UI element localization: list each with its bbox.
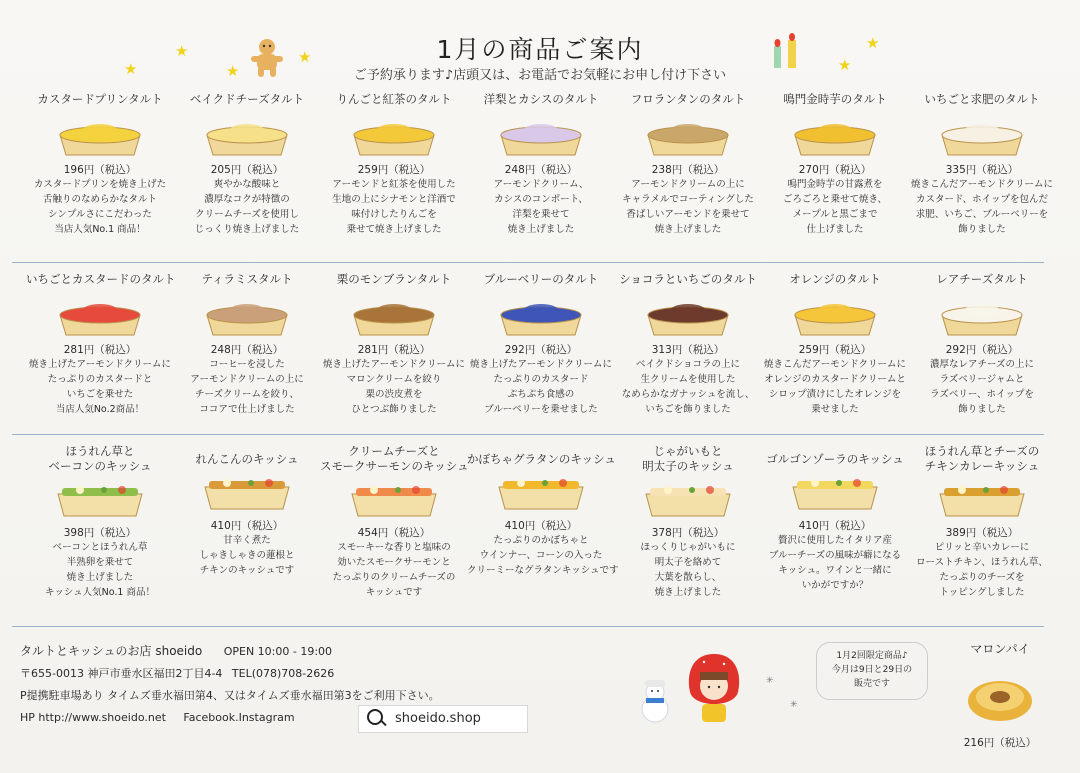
- blueberry-image: [495, 293, 587, 337]
- item-description-line: 栗の渋皮煮を: [365, 389, 423, 400]
- item-price: 378円（税込）: [651, 527, 725, 539]
- item-description-line: 求肥、いちご、ブルーベリーを: [915, 209, 1049, 220]
- item-description-line: ひとつぶ飾りました: [351, 404, 437, 415]
- rare-image: [936, 293, 1028, 337]
- item-name: [173, 92, 321, 107]
- item-description-line: チーズクリームを絞り、: [194, 389, 300, 400]
- item-description-line: いちごを乗せた: [66, 389, 134, 400]
- pear-image: [495, 113, 587, 157]
- menu-item: [614, 92, 762, 237]
- mentai-image: [642, 480, 734, 520]
- item-name-line: ベイクドチーズタルト: [189, 92, 305, 106]
- item-description-line: キッシュ人気No.1 商品！: [45, 587, 155, 598]
- item-description-line: ブルーベリーを乗せました: [484, 404, 598, 415]
- item-description-line: キッシュです: [365, 587, 423, 598]
- item-price: 292円（税込）: [504, 344, 578, 356]
- ichigo-custard-image: [54, 293, 146, 337]
- item-description-line: たっぷりのカスタード: [493, 374, 589, 385]
- item-description-line: ブルーチーズの風味が癖になる: [768, 550, 902, 561]
- menu-item: [761, 92, 909, 237]
- candle-icon: [770, 32, 804, 72]
- item-name-line: オレンジのタルト: [789, 272, 881, 286]
- item-description-line: クリームチーズを使用し: [195, 209, 299, 220]
- item-description-line: 効いたスモークサーモンと: [337, 557, 451, 568]
- item-name-line: レアチーズタルト: [936, 272, 1028, 286]
- search-text: shoeido.shop: [395, 711, 481, 726]
- montblanc-image: [348, 293, 440, 337]
- item-description-line: 爽やかな酸味と: [213, 179, 281, 190]
- strawberry-girl-icon: [684, 652, 744, 728]
- menu-item: [320, 272, 468, 417]
- item-price: 389円（税込）: [945, 527, 1019, 539]
- menu-item: [467, 92, 615, 237]
- item-name: [173, 444, 321, 467]
- gorgon-image: [789, 473, 881, 513]
- item-description-line: 焼きこんだアーモンドクリームに: [910, 179, 1054, 190]
- florentin-image: [642, 113, 734, 157]
- item-price: 410円（税込）: [210, 520, 284, 532]
- item-description-line: たっぷりのカスタードと: [47, 374, 153, 385]
- menu-item: [173, 444, 321, 578]
- item-description-line: 飾りました: [958, 404, 1006, 415]
- star-icon: ★: [866, 34, 880, 52]
- item-description-line: 鳴門金時芋の甘露煮を: [787, 179, 883, 190]
- item-description-line: 味付けしたりんごを: [351, 209, 437, 220]
- item-name-line: 明太子のキッシュ: [642, 459, 734, 473]
- parking-info: P提携駐車場あり タイムズ垂水福田第4、又はタイムズ垂水福田第3をご利用下さい。: [20, 689, 440, 702]
- row-divider: [12, 262, 1044, 263]
- item-description-line: マロンクリームを絞り: [346, 374, 442, 385]
- page-subtitle: ご予約承ります♪店頭又は、お電話でお気軽にお申し付け下さい: [353, 68, 727, 83]
- search-icon: [367, 709, 383, 725]
- item-name: [614, 92, 762, 107]
- item-description-line: カシスのコンポート、: [494, 194, 588, 205]
- item-price: 281円（税込）: [63, 344, 137, 356]
- imo-image: [789, 113, 881, 157]
- item-name-line: ベーコンのキッシュ: [48, 459, 152, 473]
- item-price: 248円（税込）: [504, 164, 578, 176]
- item-description-line: トッピングしました: [939, 587, 1025, 598]
- item-name: [761, 92, 909, 107]
- sns-label: Facebook.Instagram: [183, 711, 295, 724]
- item-description-line: 飾りました: [958, 224, 1006, 235]
- menu-item: [320, 92, 468, 237]
- homepage-link[interactable]: HP http://www.shoeido.net: [20, 711, 166, 724]
- item-price: 205円（税込）: [210, 164, 284, 176]
- item-description-line: 焼きこんだアーモンドクリームに: [763, 359, 907, 370]
- search-box[interactable]: [358, 705, 528, 733]
- menu-item: [173, 92, 321, 237]
- item-description-line: いちごを飾りました: [645, 404, 731, 415]
- item-description-line: 濃厚なレアチーズの上に: [929, 359, 1035, 370]
- item-name-line: チキンカレーキッシュ: [924, 459, 1040, 473]
- item-description-line: アーモンドと紅茶を使用した: [332, 179, 456, 190]
- marron-name: マロンパイ: [970, 642, 1030, 656]
- item-name: [761, 444, 909, 467]
- item-name-line: スモークサーモンのキッシュ: [320, 459, 469, 473]
- item-description-line: 洋梨を乗せて: [512, 209, 570, 220]
- sparkle-icon: ✳: [766, 676, 774, 686]
- item-description-line: ベイクドショコラの上に: [635, 359, 741, 370]
- item-name-line: カスタードプリンタルト: [37, 92, 163, 106]
- limited-line: 1月2回限定商品♪: [836, 651, 908, 661]
- kabocha-image: [495, 473, 587, 513]
- item-description-line: 乗せて焼き上げました: [346, 224, 442, 235]
- item-price: 410円（税込）: [798, 520, 872, 532]
- menu-item: [173, 272, 321, 417]
- item-name: [26, 444, 174, 474]
- item-name-line: ティラミスタルト: [201, 272, 293, 286]
- curry-image: [936, 480, 1028, 520]
- star-icon: ★: [124, 60, 138, 78]
- item-name-line: りんごと紅茶のタルト: [336, 92, 452, 106]
- item-name-line: ほうれん草とチーズの: [924, 444, 1040, 458]
- item-description-line: ローストチキン、ほうれん草、: [916, 557, 1048, 568]
- item-name-line: フロランタンのタルト: [630, 92, 746, 106]
- item-description-line: じっくり焼き上げました: [194, 224, 300, 235]
- renkon-image: [201, 473, 293, 513]
- menu-item: [614, 272, 762, 417]
- item-description-line: ココアで仕上げました: [199, 404, 295, 415]
- row-divider: [12, 626, 1044, 627]
- item-description-line: 焼き上げました: [654, 224, 722, 235]
- item-name: [320, 92, 468, 107]
- item-description-line: ウインナー、コーンの入った: [479, 550, 603, 561]
- item-description-line: アーモンドクリームの上に: [190, 374, 304, 385]
- item-price: 335円（税込）: [945, 164, 1019, 176]
- menu-item: [908, 92, 1056, 237]
- item-description-line: 仕上げました: [806, 224, 864, 235]
- quiche-egg-image: [54, 480, 146, 520]
- item-description-line: コーヒーを浸した: [209, 359, 285, 370]
- item-description-line: カスタードプリンを焼き上げた: [33, 179, 167, 190]
- item-name-line: いちごとカスタードのタルト: [26, 272, 176, 286]
- item-description-line: 焼き上げたアーモンドクリームに: [28, 359, 172, 370]
- item-description-line: 当店人気No.1 商品！: [54, 224, 146, 235]
- item-price: 238円（税込）: [651, 164, 725, 176]
- item-description-line: 濃厚なコクが特徴の: [204, 194, 290, 205]
- item-description-line: ほっくりじゃがいもに: [640, 542, 736, 553]
- limited-line: 今月は9日と29日の: [831, 665, 913, 675]
- item-description-line: オレンジのカスタードクリームと: [764, 374, 906, 385]
- salmon-image: [348, 480, 440, 520]
- star-icon: ★: [226, 62, 240, 80]
- item-name: [908, 92, 1056, 107]
- apple-image: [348, 113, 440, 157]
- item-name: [908, 272, 1056, 287]
- shop-address: 〒655-0013 神戸市垂水区福田2丁目4-4: [20, 667, 223, 680]
- item-description-line: 生地の上にシナモンと洋酒で: [332, 194, 456, 205]
- menu-item: [467, 272, 615, 417]
- shop-phone: TEL(078)708-2626: [231, 667, 335, 680]
- chocolat-image: [642, 293, 734, 337]
- item-name: [467, 444, 615, 467]
- gingerbread-icon: [250, 38, 284, 78]
- row-divider: [12, 434, 1044, 435]
- cheese-image: [201, 113, 293, 157]
- item-name: [467, 272, 615, 287]
- item-description-line: 乗せました: [811, 404, 859, 415]
- menu-item: [26, 272, 174, 417]
- item-name: [614, 272, 762, 287]
- item-price: 281円（税込）: [357, 344, 431, 356]
- item-name: [614, 444, 762, 474]
- item-description-line: 焼き上げたアーモンドクリームに: [469, 359, 613, 370]
- opening-hours: OPEN 10:00 - 19:00: [223, 645, 333, 658]
- item-description-line: キッシュ。ワインと一緒に: [778, 565, 892, 576]
- item-description-line: アーモンドクリームの上に: [631, 179, 745, 190]
- limited-line: 販売です: [853, 679, 890, 689]
- item-price: 259円（税込）: [357, 164, 431, 176]
- item-name: [761, 272, 909, 287]
- item-description-line: カスタード、ホイップを包んだ: [916, 194, 1048, 205]
- item-description-line: 焼き上げたアーモンドクリームに: [322, 359, 466, 370]
- item-price: 410円（税込）: [504, 520, 578, 532]
- item-name-line: いちごと求肥のタルト: [924, 92, 1040, 106]
- item-description-line: たっぷりのチーズを: [939, 572, 1025, 583]
- item-description-line: たっぷりのかぼちゃと: [493, 535, 589, 546]
- strawberry-image: [936, 113, 1028, 157]
- item-description-line: 甘辛く煮た: [223, 535, 271, 546]
- item-description-line: 明太子を絡めて: [654, 557, 722, 568]
- menu-item: [614, 444, 762, 600]
- item-name-line: 栗のモンブランタルト: [336, 272, 452, 286]
- item-price: 196円（税込）: [63, 164, 137, 176]
- item-description-line: 大葉を散らし、: [654, 572, 722, 583]
- item-name: [467, 92, 615, 107]
- item-name-line: れんこんのキッシュ: [195, 452, 299, 466]
- item-name-line: クリームチーズと: [348, 444, 440, 458]
- item-description-line: ごろごろと乗せて焼き、: [782, 194, 888, 205]
- star-icon: ★: [838, 56, 852, 74]
- item-name-line: じゃがいもと: [653, 444, 723, 458]
- menu-item: [761, 272, 909, 417]
- item-description-line: 香ばしいアーモンドを乗せて: [626, 209, 750, 220]
- item-description-line: メープルと黒ごまで: [792, 209, 878, 220]
- menu-item: [320, 444, 468, 600]
- item-description-line: スモーキーな香りと塩味の: [337, 542, 451, 553]
- item-price: 248円（税込）: [210, 344, 284, 356]
- item-description-line: 贅沢に使用したイタリア産: [777, 535, 892, 546]
- item-name: [320, 444, 468, 474]
- item-description-line: ベーコンとほうれん草: [52, 542, 148, 553]
- item-price: 398円（税込）: [63, 527, 137, 539]
- menu-item: [467, 444, 619, 578]
- item-name-line: ブルーベリーのタルト: [483, 272, 599, 286]
- item-name: [173, 272, 321, 287]
- item-description-line: 焼き上げました: [654, 587, 722, 598]
- tiramisu-image: [201, 293, 293, 337]
- item-name-line: 鳴門金時芋のタルト: [783, 92, 887, 106]
- item-description-line: たっぷりのクリームチーズの: [332, 572, 456, 583]
- item-name: [908, 444, 1056, 474]
- item-description-line: 生クリームを使用した: [640, 374, 736, 385]
- marron-pie-image: [965, 671, 1035, 725]
- item-description-line: 焼き上げました: [66, 572, 134, 583]
- snowman-icon: [638, 678, 672, 724]
- item-name-line: ショコラといちごのタルト: [619, 272, 757, 286]
- item-description-line: なめらかなガナッシュを流し、: [621, 389, 755, 400]
- star-icon: ★: [175, 42, 189, 60]
- shop-name: タルトとキッシュのお店 shoeido: [20, 644, 203, 658]
- item-name: [320, 272, 468, 287]
- menu-item: [908, 272, 1056, 417]
- item-description-line: シロップ漬けにしたオレンジを: [768, 389, 902, 400]
- page-title: 1月の商品ご案内: [436, 35, 644, 64]
- item-price: 313円（税込）: [651, 344, 725, 356]
- sparkle-icon: ✳: [790, 700, 798, 710]
- item-description-line: しゃきしゃきの蓮根と: [199, 550, 295, 561]
- item-name-line: ゴルゴンゾーラのキッシュ: [766, 452, 904, 466]
- item-description-line: 舌触りのなめらかなタルト: [42, 194, 157, 205]
- custard-image: [54, 113, 146, 157]
- menu-item: [761, 444, 909, 593]
- item-name: [26, 272, 174, 287]
- item-name-line: かぼちゃグラタンのキッシュ: [467, 452, 616, 466]
- item-name-line: 洋梨とカシスのタルト: [483, 92, 599, 106]
- item-description-line: ピリッと辛いカレーに: [934, 542, 1030, 553]
- item-price: 292円（税込）: [945, 344, 1019, 356]
- item-description-line: ラズベリージャムと: [939, 374, 1025, 385]
- item-description-line: チキンのキッシュです: [199, 565, 295, 576]
- item-description-line: シンプルさにこだわった: [48, 209, 152, 220]
- orange-image: [789, 293, 881, 337]
- item-name: [26, 92, 174, 107]
- marron-price: 216円（税込）: [963, 737, 1037, 749]
- item-description-line: クリーミーなグラタンキッシュです: [467, 565, 619, 576]
- item-description-line: アーモンドクリーム、: [493, 179, 589, 190]
- item-description-line: 半熟卵を乗せて: [66, 557, 134, 568]
- item-name-line: ほうれん草と: [65, 444, 135, 458]
- menu-item: [26, 92, 174, 237]
- item-description-line: 焼き上げました: [507, 224, 575, 235]
- item-price: 270円（税込）: [798, 164, 872, 176]
- menu-item: [908, 444, 1056, 600]
- item-description-line: ぷちぷち食感の: [507, 389, 575, 400]
- limited-notice: [816, 642, 928, 700]
- item-description-line: キャラメルでコーティングした: [622, 194, 754, 205]
- item-description-line: ラズベリー、ホイップを: [930, 389, 1034, 400]
- item-price: 454円（税込）: [357, 527, 431, 539]
- star-icon: ★: [298, 48, 312, 66]
- marron-pie: [940, 640, 1060, 750]
- menu-item: [26, 444, 174, 600]
- item-description-line: 当店人気No.2商品！: [55, 404, 145, 415]
- item-description-line: いかがですか？: [801, 580, 869, 591]
- item-price: 259円（税込）: [798, 344, 872, 356]
